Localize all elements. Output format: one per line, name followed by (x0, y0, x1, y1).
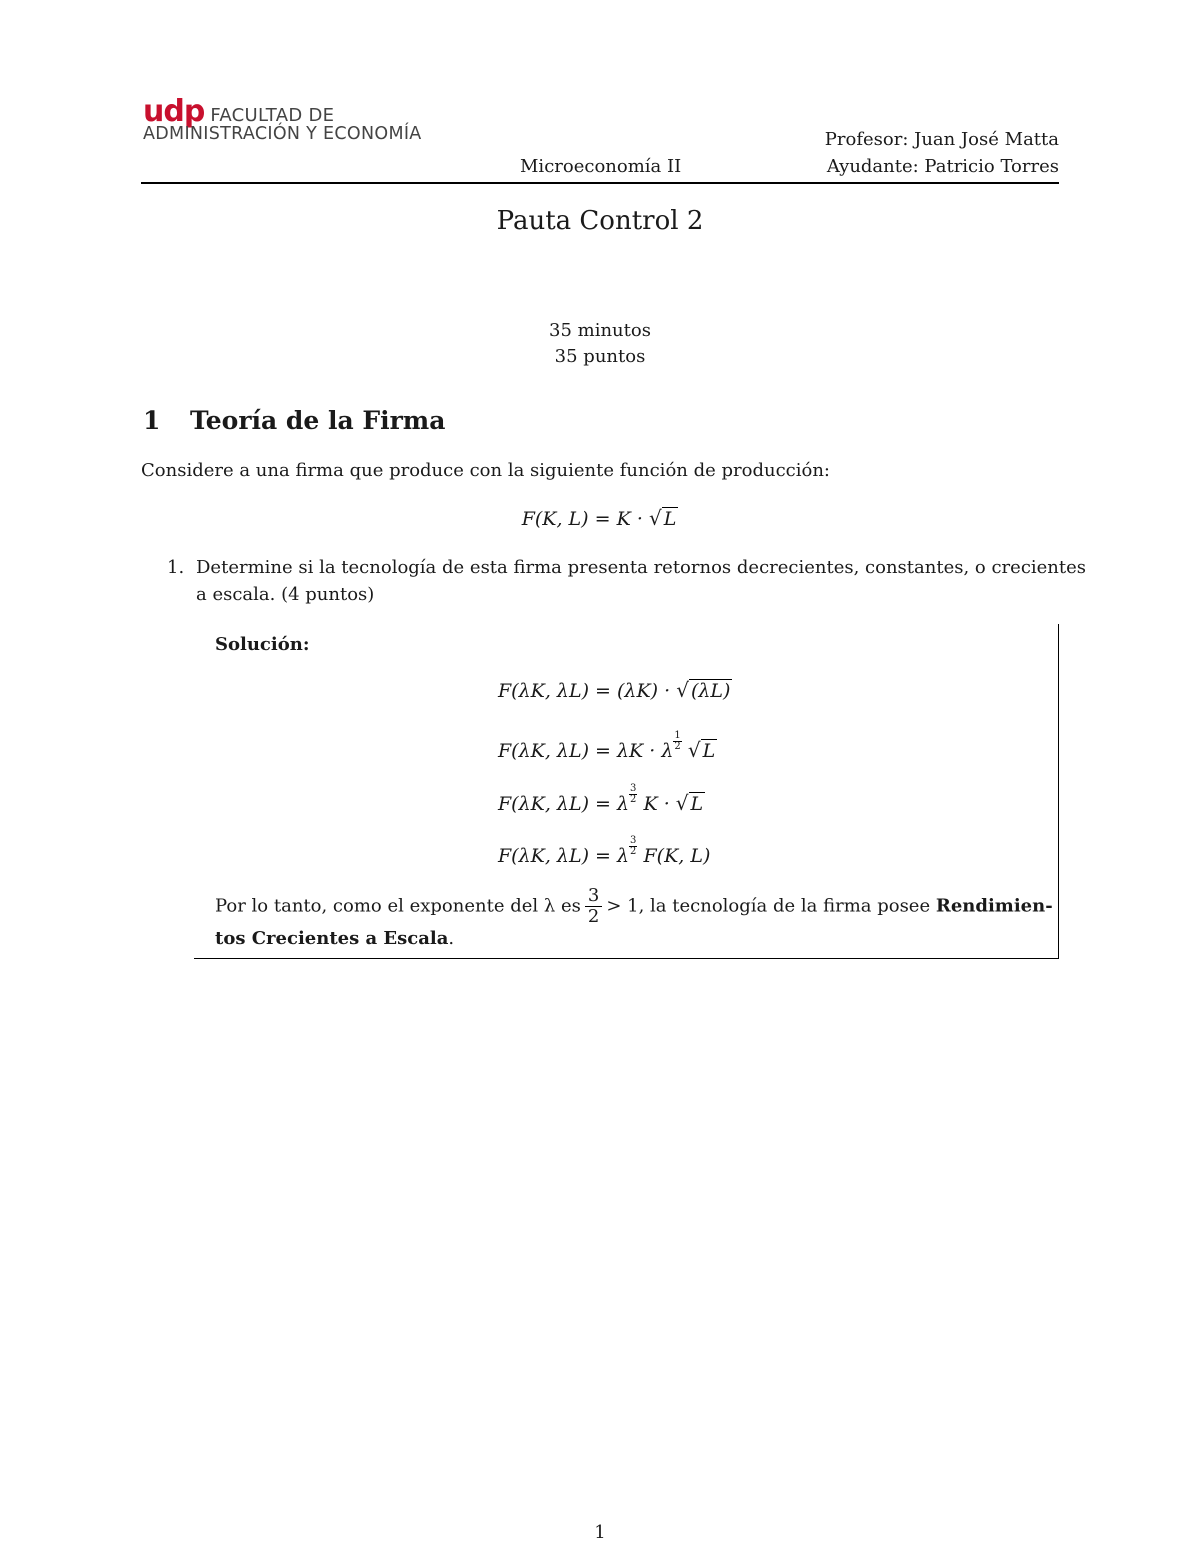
sqrt-symbol: √ (λL) (676, 678, 731, 702)
solution-label: Solución: (215, 634, 310, 655)
udp-logo-mark: udp (143, 94, 205, 129)
solution-equation-2 (498, 731, 717, 762)
logo-text-line1: FACULTAD DE (210, 105, 335, 126)
solution-equation-1 (498, 678, 732, 702)
document-title: Pauta Control 2 (496, 206, 704, 236)
total-points: 35 puntos (554, 346, 646, 367)
eq1-lhs: F(λK, λL) = (498, 680, 611, 702)
duration: 35 minutos (549, 320, 651, 341)
eq2-lhs: F(λK, λL) = (498, 740, 611, 762)
production-function (0, 506, 1200, 530)
solution-equation-3 (498, 784, 705, 815)
conclusion-line2 (215, 928, 454, 949)
eq4-exponent: $\frac{3}{2}$ (630, 835, 637, 857)
section-title: Teoría de la Firma (190, 406, 446, 435)
header-rule (141, 182, 1059, 184)
eq2-pre: λK · λ (617, 740, 674, 762)
sqrt-symbol: √ L (687, 738, 716, 762)
eq4-post: F(K, L) (643, 845, 711, 867)
course-name: Microeconomía II (520, 156, 682, 177)
eq-rhs-pre: K · (616, 508, 643, 530)
question-text-line2: a escala. (4 puntos) (196, 584, 375, 605)
assistant-name: Ayudante: Patricio Torres (826, 156, 1059, 177)
sqrt-symbol: √ L (675, 791, 704, 815)
solution-equation-4 (498, 836, 710, 867)
eq-equals: = (594, 508, 611, 530)
eq3-radicand: L (690, 793, 704, 815)
question-text-line1: Determine si la tecnología de esta firma presenta retornos decrecientes, constantes, o crecientes (196, 557, 1087, 578)
eq-lhs: F(K, L) (521, 508, 589, 530)
exponent-fraction: $\frac{3}{2}$ (585, 886, 602, 927)
eq2-radicand: L (702, 740, 716, 762)
page-number: 1 (594, 1522, 606, 1543)
professor-name: Profesor: Juan José Matta (824, 129, 1059, 150)
eq3-lhs: F(λK, λL) = (498, 793, 611, 815)
eq4-lhs: F(λK, λL) = (498, 845, 611, 867)
eq3-mid: K · (643, 793, 670, 815)
faculty-logo (143, 94, 335, 129)
conclusion-line1 (215, 886, 1053, 927)
section-number: 1 (143, 406, 161, 435)
sqrt-radicand: L (663, 508, 677, 530)
conclusion-bold-1: Rendimien- (935, 895, 1053, 917)
question-number: 1. (167, 557, 185, 578)
logo-text-line2: ADMINISTRACIÓN Y ECONOMÍA (143, 124, 422, 144)
eq1-pre: (λK) · (617, 680, 671, 702)
eq1-radicand: (λL) (690, 680, 731, 702)
eq4-pre: λ (617, 845, 630, 867)
intro-paragraph: Considere a una firma que produce con la siguiente función de producción: (141, 460, 830, 481)
sqrt-symbol: √ L (648, 506, 677, 530)
eq2-exponent: $\frac{1}{2}$ (674, 730, 681, 752)
eq3-pre: λ (617, 793, 630, 815)
conclusion-period: . (448, 928, 455, 949)
conclusion-text-2: > 1, la tecnología de la firma posee (606, 895, 931, 917)
eq3-exponent: $\frac{3}{2}$ (630, 783, 637, 805)
conclusion-text-1: Por lo tanto, como el exponente del λ es (215, 895, 581, 917)
conclusion-bold-2: tos Crecientes a Escala (215, 928, 449, 949)
